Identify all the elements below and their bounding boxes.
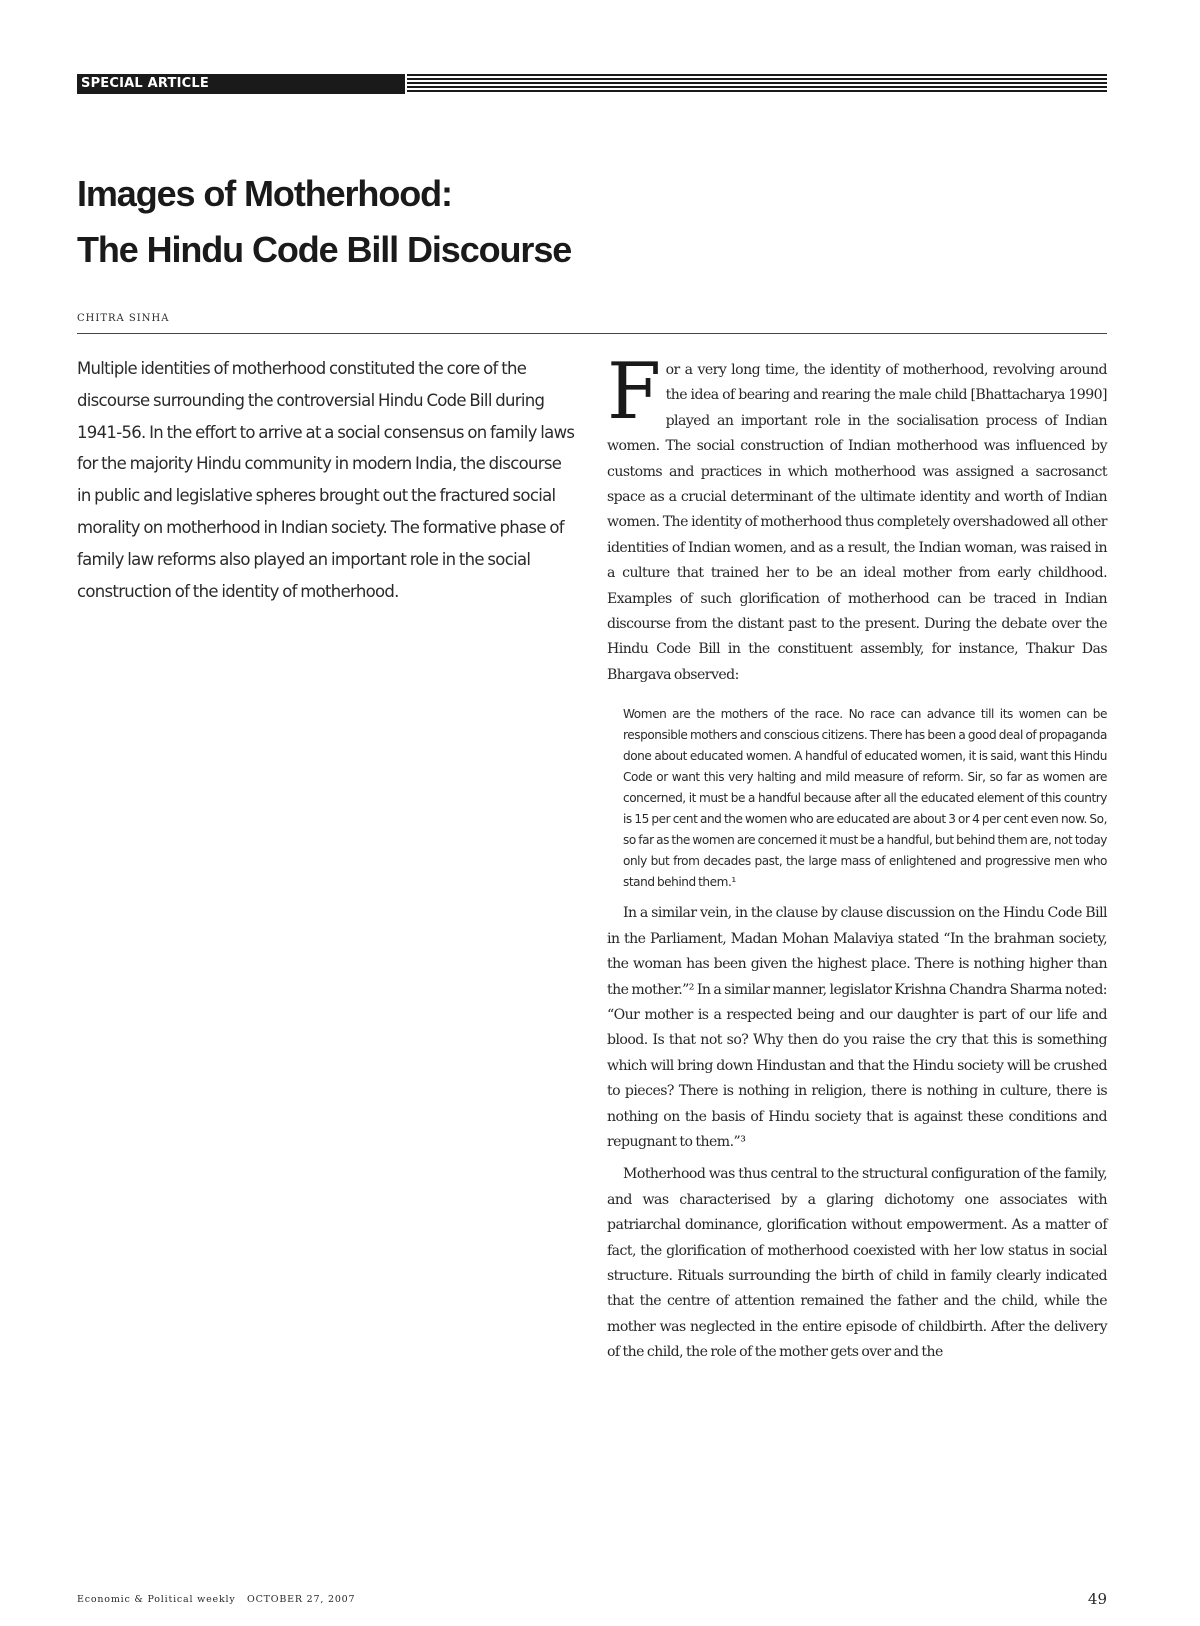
body-paragraph-3: Motherhood was thus central to the structural configuration of the family, and was characterised by a glaring dichotomy one associates with patriarchal dominance, glorification without empowerment. As a matter of fact, the glorification of motherhood coexisted with her low status in social structure. Rituals surrounding the birth of child in family clearly indicated that the centre of attention remained the father and the child, while the mother was neglected in the entire episode of childbirth. After the delivery of the child, the role of the mother gets over and the — [607, 1166, 1107, 1361]
author-byline: CHITRA SINHA — [77, 313, 170, 324]
section-rule — [407, 74, 1107, 94]
body-column — [607, 347, 1107, 1366]
section-header-bar — [77, 74, 1107, 94]
byline-divider — [77, 333, 1107, 334]
page-footer — [77, 1590, 1107, 1612]
block-quote: Women are the mothers of the race. No race can advance till its women can be responsible mothers and conscious citizens. There has been a good deal of propaganda done about educated women. A handful of educated women, it is said, want this Hindu Code or want this very halting and mild measure of reform. Sir, so far as women are concerned, it must be a handful because after all the educated element of this country is 15 per cent and the women who are educated are about 3 or 4 per cent even now. So, so far as the women are concerned it must be a handful, but behind them are, not today only but from decades past, the large mass of enlightened and progressive men who stand behind them.¹ — [623, 707, 1107, 890]
article-title-line-1: Images of Motherhood: — [77, 173, 452, 214]
article-title — [77, 166, 777, 278]
section-label: SPECIAL ARTICLE — [77, 74, 405, 94]
page-number: 49 — [1087, 1590, 1107, 1608]
article-abstract: Multiple identities of motherhood constituted the core of the discourse surrounding the controversial Hindu Code Bill during 1941-56. In the effort to arrive at a social consensus on family laws for the majority Hindu community in modern India, the discourse in public and legislative spheres brought out the fractured social morality on motherhood in Indian society. The formative phase of family law reforms also played an important role in the social construction of the identity of motherhood. — [77, 359, 575, 601]
footer-journal-info — [77, 1594, 355, 1605]
issue-date: OCTOBER 27, 2007 — [246, 1594, 356, 1605]
body-paragraph-1: For a very long time, the identity of motherhood, revolving around the idea of bearing and rearing the male child [Bhattacharya 1990] played an important role in the socialisation process of Indian women. The social construction of Indian motherhood was influenced by customs and practices in which motherhood was assigned a sacrosanct space as a crucial determinant of the ultimate identity and worth of Indian women. The identity of motherhood thus completely overshadowed all other identities of Indian women, and as a result, the Indian woman, was raised in a culture that trained her to be an ideal mother from early childhood. Examples of such glorification of motherhood can be traced in Indian discourse from the distant past to the present. During the debate over the Hindu Code Bill in the constituent assembly, for instance, Thakur Das Bhargava observed: — [607, 347, 1107, 683]
body-paragraph-2: In a similar vein, in the clause by clause discussion on the Hindu Code Bill in the Parliament, Madan Mohan Malaviya stated “In the brahman society, the woman has been given the highest place. There is nothing higher than the mother.”² In a similar manner, legislator Krishna Chandra Sharma noted: “Our mother is a respected being and our daughter is part of our life and blood. Is that not so? Why then do you raise the cry that this is something which will bring down Hindustan and that the Hindu society will be crushed to pieces? There is nothing in religion, there is nothing in culture, there is nothing on the basis of Hindu society that is against these conditions and repugnant to them.”³ — [607, 905, 1107, 1150]
article-title-line-2: The Hindu Code Bill Discourse — [77, 229, 572, 270]
journal-name: Economic & Political weekly — [77, 1594, 236, 1605]
